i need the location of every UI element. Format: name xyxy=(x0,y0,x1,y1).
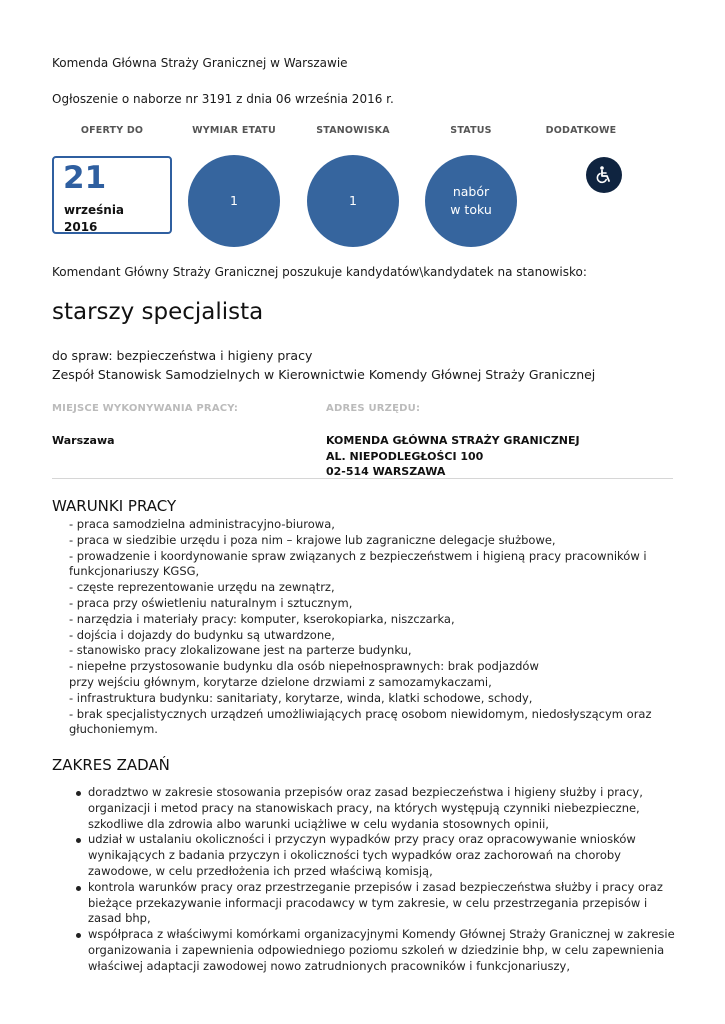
header-wymiar-etatu: WYMIAR ETATU xyxy=(192,125,276,136)
list-item: funkcjonariuszy KGSG, xyxy=(69,564,200,579)
intro-text: Komendant Główny Straży Granicznej poszukuje kandydatów\kandydatek na stanowisko: xyxy=(52,265,587,279)
list-item: - brak specjalistycznych urządzeń umożliwiających pracę osobom niewidomym, niedosłyszącym oraz xyxy=(69,706,652,721)
section-divider xyxy=(52,478,673,479)
wheelchair-icon xyxy=(594,165,614,185)
stanowiska-circle xyxy=(307,155,399,247)
conditions-heading: WARUNKI PRACY xyxy=(52,497,177,515)
status-value: nabór w toku xyxy=(450,184,492,217)
institution-name: Komenda Główna Straży Granicznej w Warszawie xyxy=(52,56,348,70)
list-item: - stanowisko pracy zlokalizowane jest na parterze budynku, xyxy=(69,643,412,658)
accessibility-badge xyxy=(586,157,622,193)
workplace-label: MIEJSCE WYKONYWANIA PRACY: xyxy=(52,403,239,414)
list-item: udział w ustalaniu okoliczności i przyczyn wypadków przy pracy oraz opracowywanie wniosków wynikających z badania przyczyn i okoliczności tych wypadków oraz zachorowań na choroby zawodowe, w celu przedłożenia ich przed właściwą komisją, xyxy=(74,832,678,879)
list-item: - praca w siedzibie urzędu i poza nim – krajowe lub zagraniczne delegacje służbowe, xyxy=(69,532,556,547)
deadline-year: 2016 xyxy=(64,220,98,234)
list-item: - częste reprezentowanie urzędu na zewnątrz, xyxy=(69,580,335,595)
etat-circle xyxy=(188,155,280,247)
position-subtitle: do spraw: bezpieczeństwa i higieny pracy xyxy=(52,348,313,363)
deadline-day: 21 xyxy=(63,160,107,196)
deadline-date-box xyxy=(52,156,172,234)
status-circle xyxy=(425,155,517,247)
header-status: STATUS xyxy=(450,125,492,136)
list-item: - infrastruktura budynku: sanitariaty, korytarze, winda, klatki schodowe, schody, xyxy=(69,690,533,705)
header-stanowiska: STANOWISKA xyxy=(316,125,390,136)
list-item: - praca samodzielna administracyjno-biurowa, xyxy=(69,517,335,531)
conditions-list xyxy=(69,517,679,738)
deadline-month: września xyxy=(64,203,125,217)
position-title: starszy specjalista xyxy=(52,299,264,325)
address-label: ADRES URZĘDU: xyxy=(326,403,421,414)
list-item: kontrola warunków pracy oraz przestrzeganie przepisów i zasad bezpieczeństwa służby i pracy oraz bieżące przekazywanie informacji pracodawcy w tym zakresie, w celu przestrzegania przepisów i zasad bhp, xyxy=(74,880,678,927)
header-oferty-do: OFERTY DO xyxy=(80,125,144,136)
list-item: współpraca z właściwymi komórkami organizacyjnymi Komendy Głównej Straży Granicznej w zakresie organizowania i zapewnienia odpowiedniego poziomu szkoleń w dziedzinie bhp, w celu zapewnienia właściwej adaptacji zawodowej nowo zatrudnionych pracowników i funkcjonariuszy, xyxy=(74,927,678,974)
list-item: doradztwo w zakresie stosowania przepisów oraz zasad bezpieczeństwa i higieny służby i pracy, organizacji i metod pracy na stanowiskach pracy, na których występują czynniki niebezpieczne, szkodliwe dla zdrowia albo warunki uciążliwe w celu wydania stosownych opinii, xyxy=(74,785,678,832)
position-unit: Zespół Stanowisk Samodzielnych w Kierownictwie Komendy Głównej Straży Granicznej xyxy=(52,367,596,382)
header-dodatkowe: DODATKOWE xyxy=(545,125,617,136)
office-address: KOMENDA GŁÓWNA STRAŻY GRANICZNEJ AL. NIEPODLEGŁOŚCI 100 02-514 WARSZAWA xyxy=(326,434,580,478)
list-item: głuchoniemym. xyxy=(69,722,158,737)
list-item: - dojścia i dojazdy do budynku są utwardzone, xyxy=(69,627,335,642)
tasks-heading: ZAKRES ZADAŃ xyxy=(52,756,170,774)
workplace-value: Warszawa xyxy=(52,434,115,447)
stanowiska-value: 1 xyxy=(349,193,357,208)
list-item: - prowadzenie i koordynowanie spraw związanych z bezpieczeństwem i higieną pracy pracowników i xyxy=(69,548,647,563)
list-item: przy wejściu głównym, korytarze dzielone drzwiami z samozamykaczami, xyxy=(69,674,492,689)
list-item: - niepełne przystosowanie budynku dla osób niepełnosprawnych: brak podjazdów xyxy=(69,659,539,674)
list-item: - praca przy oświetleniu naturalnym i sztucznym, xyxy=(69,595,353,610)
list-item: - narzędzia i materiały pracy: komputer, kserokopiarka, niszczarka, xyxy=(69,611,455,626)
etat-value: 1 xyxy=(230,193,238,208)
tasks-list xyxy=(74,785,678,975)
announcement-title: Ogłoszenie o naborze nr 3191 z dnia 06 września 2016 r. xyxy=(52,92,394,106)
